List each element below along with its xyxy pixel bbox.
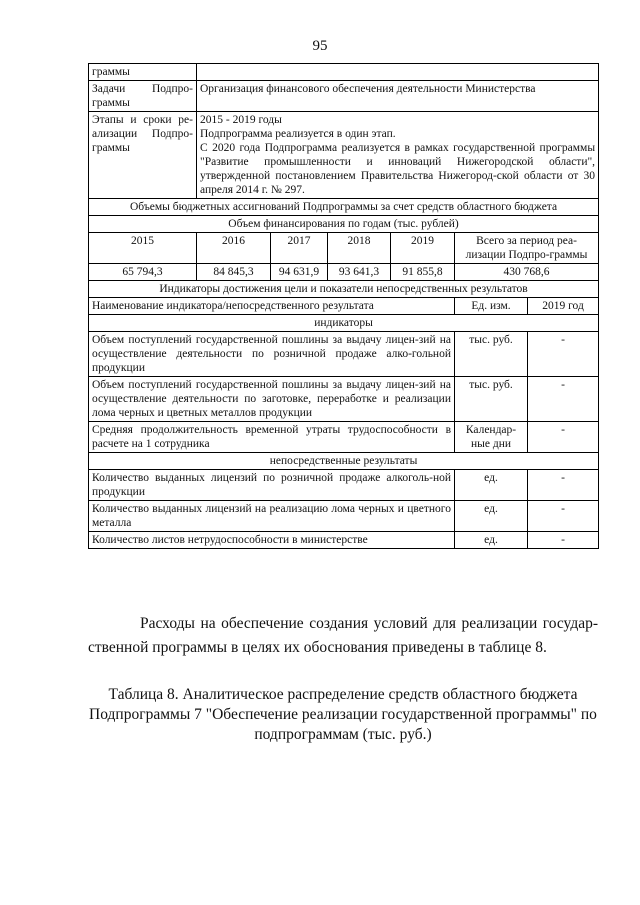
stages-value <box>197 112 599 199</box>
year-header: 2016 <box>197 233 271 264</box>
indicators-header: Индикаторы достижения цели и показатели непосредственных результатов <box>89 281 599 298</box>
tasks-value: Организация финансового обеспечения деятельности Министерства <box>197 81 599 112</box>
total-value: 430 768,6 <box>455 264 599 281</box>
col-unit-header: Ед. изм. <box>455 298 528 315</box>
table-row <box>89 422 599 453</box>
funding-header: Объем финансирования по годам (тыс. рублей) <box>89 216 599 233</box>
table-row <box>89 233 599 264</box>
stages-line: Подпрограмма реализуется в один этап. <box>200 128 396 140</box>
budget-header: Объемы бюджетных ассигнований Подпрограммы за счет средств областного бюджета <box>89 199 599 216</box>
indicator-name: Объем поступлений государственной пошлины за выдачу лицен-зий на осуществление деятельности по заготовке, переработке и реализации лома черных и цветных металлов продукции <box>89 377 455 422</box>
section-indicators: индикаторы <box>89 315 599 332</box>
value-cell <box>197 64 599 81</box>
paragraph-text: Расходы на обеспечение создания условий для реализации государ-ственной программы в целях их обоснования приведены в таблице 8. <box>88 615 598 656</box>
table-row <box>89 216 599 233</box>
col-name-header: Наименование индикатора/непосредственного результата <box>89 298 455 315</box>
year-header: 2017 <box>271 233 328 264</box>
indicator-name: Средняя продолжительность временной утраты трудоспособности в расчете на 1 сотрудника <box>89 422 455 453</box>
result-value: - <box>528 501 599 532</box>
stages-line: С 2020 года Подпрограмма реализуется в рамках государственной программы "Развитие промышленности и инноваций Нижегородской области", утвержденной постановлением Правительства Нижегород-ской области от 30 апреля 2014 г. № 297. <box>200 142 596 196</box>
indicator-value: - <box>528 377 599 422</box>
body-paragraph <box>88 612 598 660</box>
result-name: Количество выданных лицензий по розничной продаже алкоголь-ной продукции <box>89 470 455 501</box>
indicator-unit: тыс. руб. <box>455 332 528 377</box>
result-value: - <box>528 470 599 501</box>
tasks-label: Задачи Подпро-граммы <box>89 81 197 112</box>
table-row <box>89 470 599 501</box>
result-name: Количество листов нетрудоспособности в министерстве <box>89 532 455 549</box>
label-cell: граммы <box>89 64 197 81</box>
col-2019-header: 2019 год <box>528 298 599 315</box>
table-row <box>89 377 599 422</box>
table-row <box>89 501 599 532</box>
section-results: непосредственные результаты <box>89 453 599 470</box>
indicator-value: - <box>528 422 599 453</box>
table-row <box>89 332 599 377</box>
page-number: 95 <box>312 38 328 54</box>
indicator-unit: тыс. руб. <box>455 377 528 422</box>
stages-label: Этапы и сроки ре-ализации Подпро-граммы <box>89 112 197 199</box>
year-value: 94 631,9 <box>271 264 328 281</box>
result-value: - <box>528 532 599 549</box>
table-row <box>89 64 599 81</box>
indicator-value: - <box>528 332 599 377</box>
table-row <box>89 298 599 315</box>
year-value: 84 845,3 <box>197 264 271 281</box>
year-value: 91 855,8 <box>391 264 455 281</box>
year-header: 2018 <box>328 233 391 264</box>
table-row <box>89 453 599 470</box>
result-name: Количество выданных лицензий на реализацию лома черных и цветного металла <box>89 501 455 532</box>
result-unit: ед. <box>455 470 528 501</box>
year-header: 2019 <box>391 233 455 264</box>
stages-years: 2015 - 2019 годы <box>200 114 282 126</box>
total-header: Всего за период реа-лизации Подпро-граммы <box>455 233 599 264</box>
year-value: 65 794,3 <box>89 264 197 281</box>
result-unit: ед. <box>455 501 528 532</box>
indicator-unit: Календар-ные дни <box>455 422 528 453</box>
passport-table <box>88 63 599 549</box>
table-row <box>89 281 599 298</box>
table-row <box>89 315 599 332</box>
table-row <box>89 532 599 549</box>
table-caption: Таблица 8. Аналитическое распределение средств областного бюджета Подпрограммы 7 "Обеспечение реализации государственной программы" по подпрограммам (тыс. руб.) <box>89 686 597 743</box>
table-row <box>89 264 599 281</box>
table-row <box>89 81 599 112</box>
year-value: 93 641,3 <box>328 264 391 281</box>
table-row <box>89 112 599 199</box>
year-header: 2015 <box>89 233 197 264</box>
table-row <box>89 199 599 216</box>
result-unit: ед. <box>455 532 528 549</box>
indicator-name: Объем поступлений государственной пошлины за выдачу лицен-зий на осуществление деятельности по розничной продаже алко-гольной продукции <box>89 332 455 377</box>
